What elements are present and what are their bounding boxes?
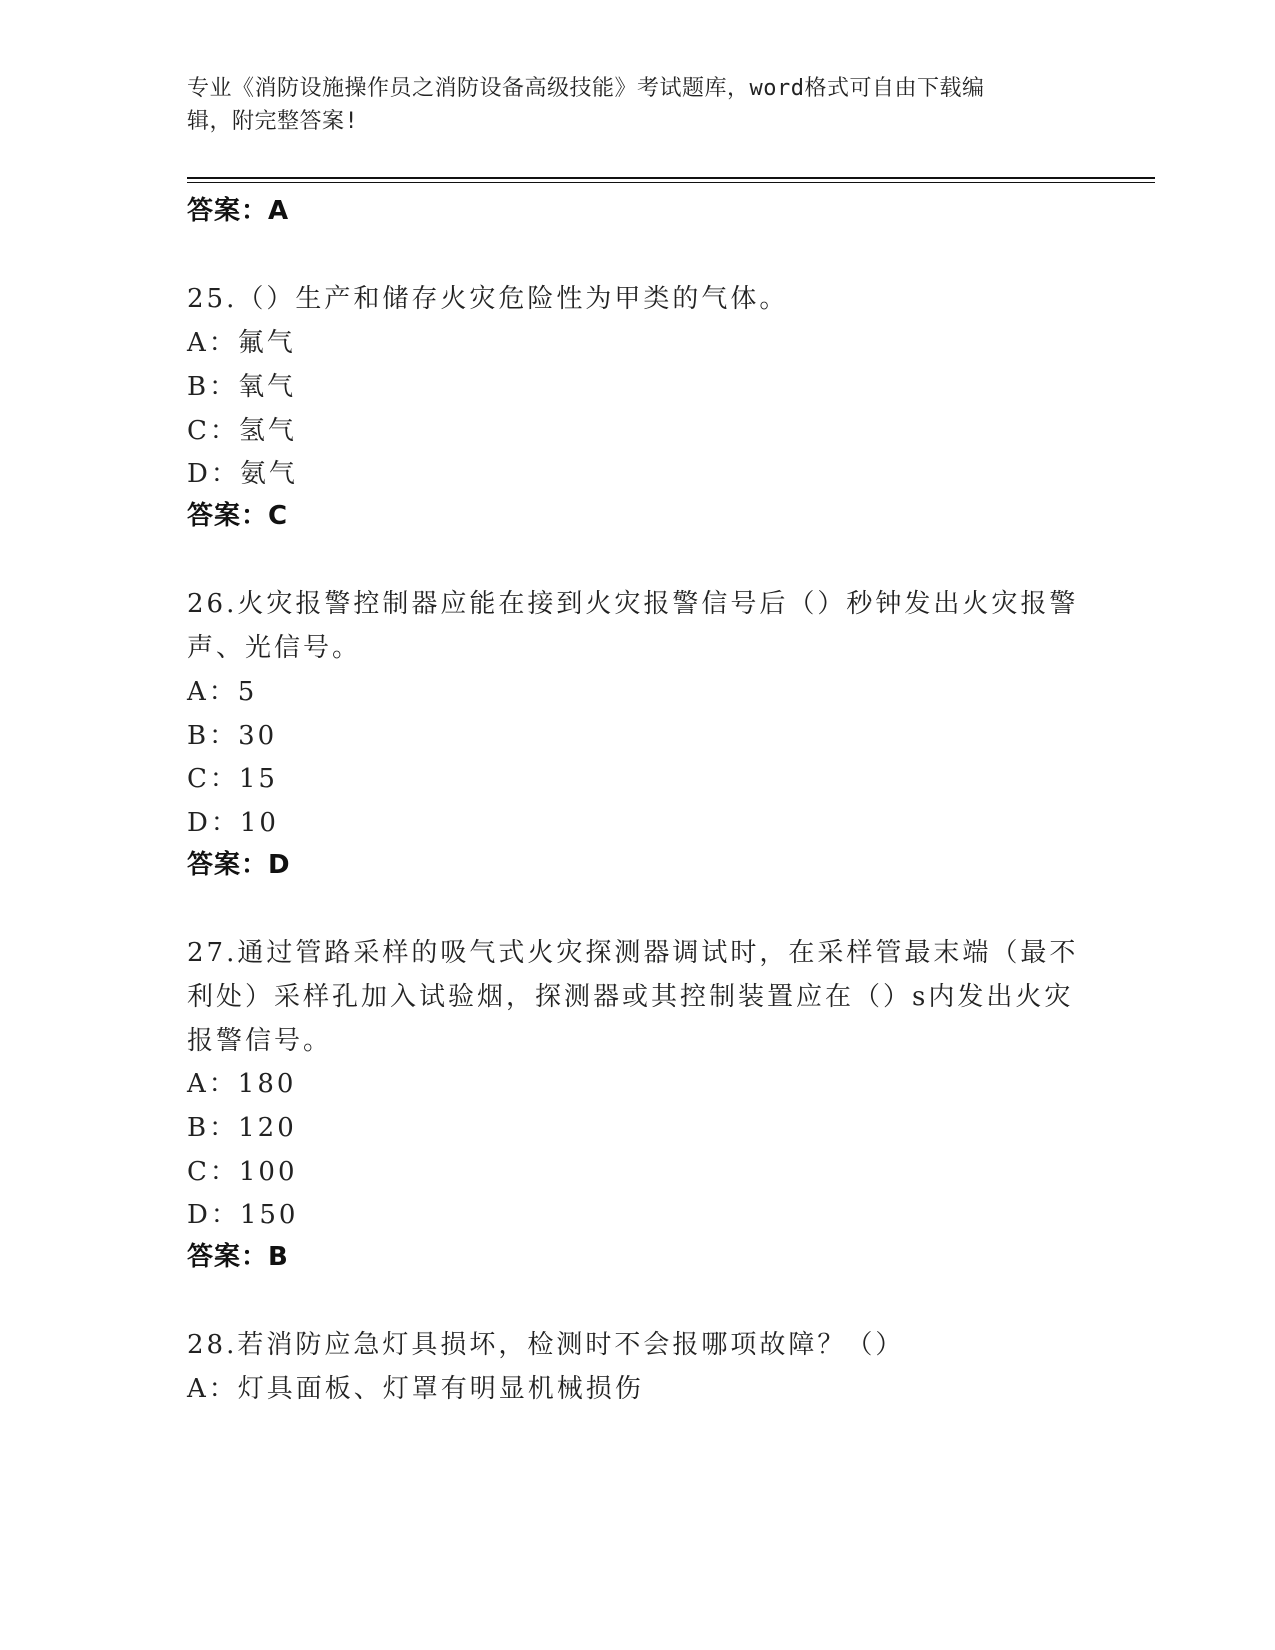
question-option: D：氨气 [187, 459, 298, 489]
answer-line: 答案：C [187, 501, 289, 531]
question-option: D：150 [187, 1200, 299, 1230]
question-option: B：30 [187, 721, 278, 751]
question-stem: 声、光信号。 [187, 633, 362, 663]
question-option: A：氟气 [187, 328, 296, 358]
question-option: C：氢气 [187, 416, 297, 446]
document-header [187, 72, 1067, 138]
question-option: A：180 [187, 1069, 297, 1099]
answer-line: 答案：D [187, 850, 291, 880]
header-line-1: 专业《消防设施操作员之消防设备高级技能》考试题库，word格式可自由下载编 [187, 76, 985, 101]
question-option: C：15 [187, 764, 278, 794]
question-stem: 报警信号。 [187, 1026, 333, 1056]
answer-line: 答案：A [187, 196, 290, 226]
question-option: B：120 [187, 1113, 297, 1143]
question-option: B：氧气 [187, 372, 297, 402]
header-divider-thin [187, 182, 1155, 183]
question-stem: 利处）采样孔加入试验烟，探测器或其控制装置应在（）s内发出火灾 [187, 982, 1074, 1012]
answer-line: 答案：B [187, 1242, 289, 1272]
header-divider-thick [187, 177, 1155, 179]
question-option: C：100 [187, 1157, 298, 1187]
question-option: D：10 [187, 808, 279, 838]
question-option: A：5 [187, 677, 258, 707]
question-stem: 25.（）生产和储存火灾危险性为甲类的气体。 [187, 284, 789, 314]
question-stem: 28.若消防应急灯具损坏，检测时不会报哪项故障？（） [187, 1330, 905, 1360]
question-option: A：灯具面板、灯罩有明显机械损伤 [187, 1374, 644, 1404]
question-stem: 27.通过管路采样的吸气式火灾探测器调试时，在采样管最末端（最不 [187, 938, 1079, 968]
question-stem: 26.火灾报警控制器应能在接到火灾报警信号后（）秒钟发出火灾报警 [187, 589, 1079, 619]
header-line-2: 辑，附完整答案! [187, 109, 359, 134]
